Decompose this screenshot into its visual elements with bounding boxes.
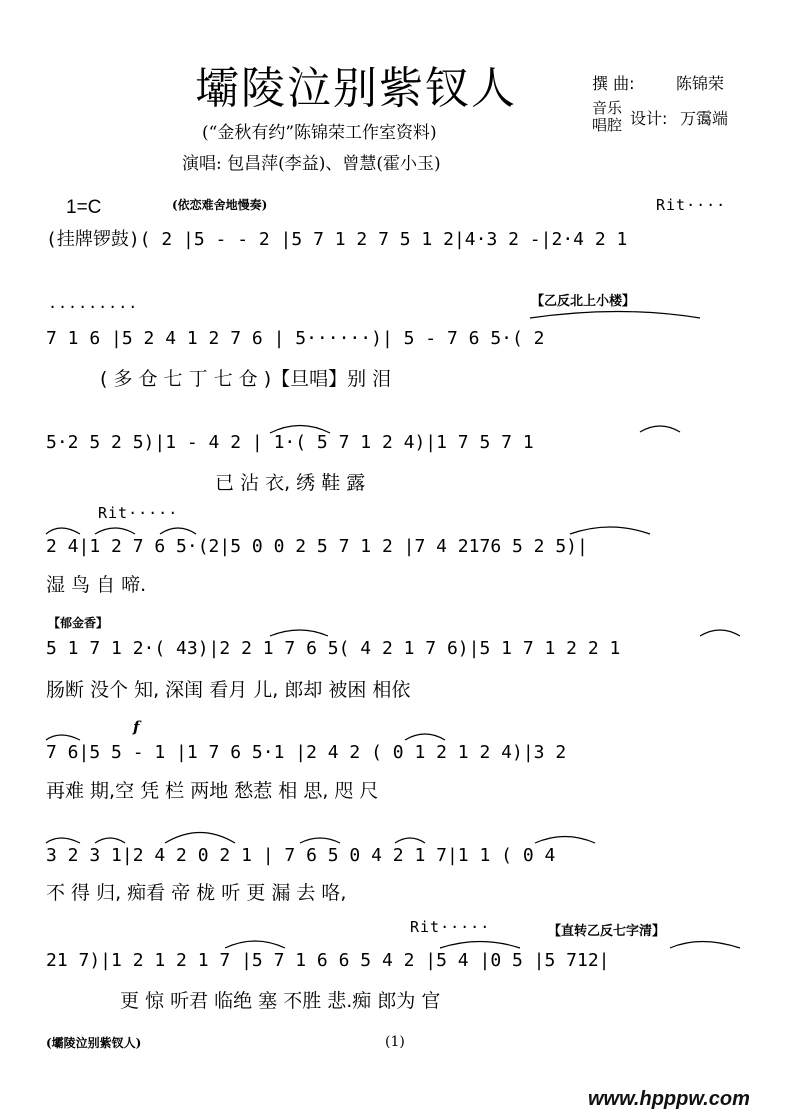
section-label-2: 【郁金香】 xyxy=(48,616,109,630)
slur-line-8a xyxy=(225,941,285,948)
slur-line-4a xyxy=(46,528,80,534)
dynamic-forte: f xyxy=(133,718,140,736)
slur-line-8b xyxy=(440,942,520,949)
slur-line-7f xyxy=(535,837,595,844)
lyric-line-5: 肠断 没个 知, 深闺 看月 儿, 郎却 被困 相依 xyxy=(46,679,411,701)
rit-marking-1: Rit···· xyxy=(656,196,727,214)
lyric-line-4: 湿 鸟 自 啼. xyxy=(46,574,147,596)
slur-line-7e xyxy=(395,838,425,843)
subtitle: (“金秋有约”陈锦荣工作室资料) xyxy=(202,123,437,143)
slur-line-4d xyxy=(570,527,650,534)
notation-line-7: 3 2 3 1|2 4 2 0 2 1 | 7 6 5 0 4 2 1 7|1 1 ( 0 4 xyxy=(46,845,556,866)
music-designer: 万霭端 xyxy=(680,109,729,128)
singers-line: 演唱: 包昌萍(李益)、曾慧(霍小玉) xyxy=(182,154,441,174)
notation-line-4: 2 4|1 2 7 6 5·(2|5 0 0 2 5 7 1 2 |7 4 2176 5 2 5)| xyxy=(46,536,588,557)
slur-line-4c xyxy=(160,528,196,534)
section-label-3: 【直转乙反七字清】 xyxy=(548,924,666,939)
music-label-rest: 设计: xyxy=(630,109,668,128)
slur-line-5a xyxy=(270,630,328,636)
key-signature: 1=C xyxy=(66,197,102,218)
notation-line-2: 7 1 6 |5 2 4 1 2 7 6 | 5······)| 5 - 7 6 5·( 2 xyxy=(46,328,545,349)
slur-line-7d xyxy=(300,838,340,843)
page-number: (1) xyxy=(385,1034,405,1050)
slur-line-5b xyxy=(700,630,740,636)
slur-line-2 xyxy=(530,312,700,319)
lyric-line-6: 再难 期,空 凭 栏 两地 愁惹 相 思, 咫 尺 xyxy=(46,780,379,802)
rit-marking-4: Rit····· xyxy=(410,918,491,936)
music-label-bottom: 唱腔 xyxy=(592,116,623,134)
tempo-note: (依恋难舍地慢奏) xyxy=(172,198,268,212)
footer-title: (壩陵泣别紫钗人) xyxy=(46,1036,142,1050)
music-label-top: 音乐 xyxy=(592,99,623,117)
notation-line-1: (挂牌锣鼓)( 2 |5 - - 2 |5 7 1 2 7 5 1 2|4·3 2 -|2·4 2 1 xyxy=(46,229,628,250)
slur-line-8c xyxy=(670,942,740,949)
slur-line-6a xyxy=(46,735,80,740)
section-label-1: 【乙反北上小楼】 xyxy=(531,294,636,309)
slur-line-7a xyxy=(46,838,80,843)
slur-line-3b xyxy=(640,426,680,432)
lyric-line-3: 已 沾 衣, 绣 鞋 露 xyxy=(215,472,366,494)
lyric-line-2: ( 多 仓 七 丁 七 仓 )【旦唱】别 泪 xyxy=(100,368,392,390)
lyric-line-7: 不 得 归, 痴看 帝 栊 听 更 漏 去 咯, xyxy=(46,882,347,904)
slur-line-6b xyxy=(405,734,445,740)
slur-line-7b xyxy=(95,838,125,843)
composer-label: 撰 曲: xyxy=(592,74,635,93)
lyric-line-8: 更 惊 听君 临绝 塞 不胜 悲.痴 郎为 官 xyxy=(120,990,441,1012)
watermark-url: www.hpppw.com xyxy=(588,1088,750,1110)
rit-marking-3: Rit····· xyxy=(98,504,179,522)
page-title: 壩陵泣别紫钗人 xyxy=(195,63,517,114)
slur-line-3a xyxy=(270,426,330,434)
notation-line-6: 7 6|5 5 - 1 |1 7 6 5·1 |2 4 2 ( 0 1 2 1 2 4)|3 2 xyxy=(46,742,567,763)
rit-dots-2: ········· xyxy=(48,298,139,316)
notation-line-5: 5 1 7 1 2·( 43)|2 2 1 7 6 5( 4 2 1 7 6)|5 1 7 1 2 2 1 xyxy=(46,638,621,659)
slur-line-7c xyxy=(165,833,235,844)
notation-line-8: 21 7)|1 2 1 2 1 7 |5 7 1 6 6 5 4 2 |5 4 |0 5 |5 712| xyxy=(46,950,610,971)
notation-line-3: 5·2 5 2 5)|1 - 4 2 | 1·( 5 7 1 2 4)|1 7 5 7 1 xyxy=(46,432,534,453)
slur-line-4b xyxy=(95,528,135,534)
composer-name: 陈锦荣 xyxy=(676,74,725,93)
